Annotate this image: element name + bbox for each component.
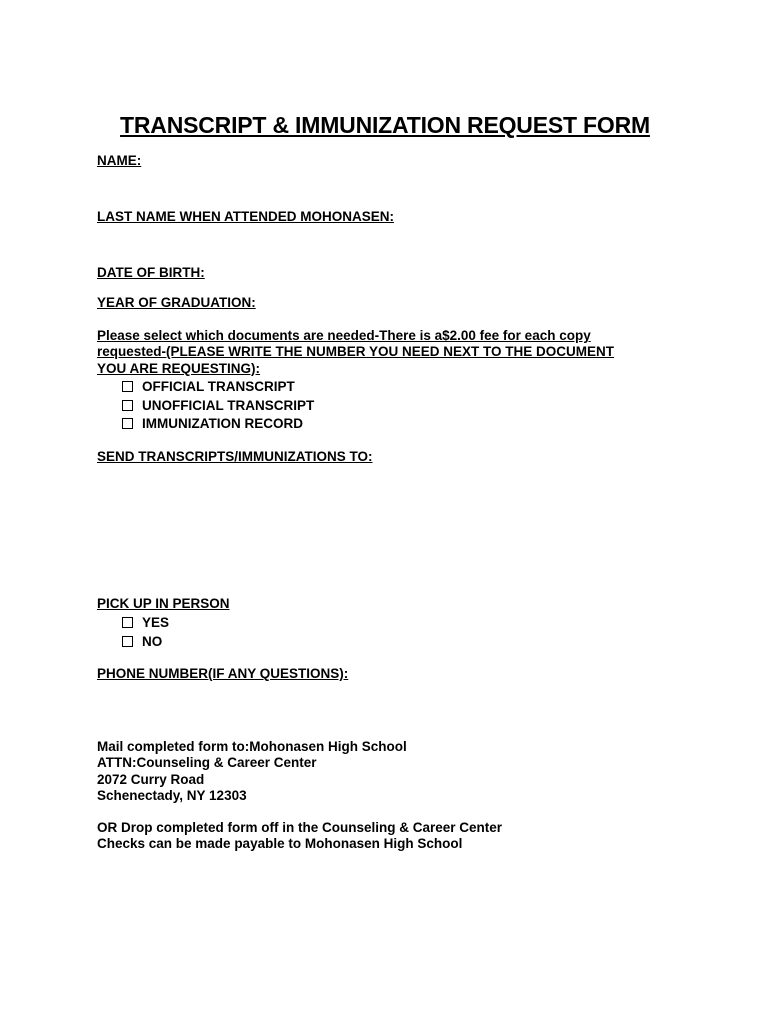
last-name-label: LAST NAME WHEN ATTENDED MOHONASEN:	[97, 209, 394, 224]
name-label: NAME:	[97, 153, 142, 168]
mail-instructions	[97, 739, 407, 804]
drop-off-line: Checks can be made payable to Mohonasen High School	[97, 836, 463, 852]
instructions-line: YOU ARE REQUESTING):	[97, 360, 261, 376]
pickup-yes-option[interactable]	[122, 613, 169, 631]
mail-line: Schenectady, NY 12303	[97, 787, 247, 803]
official-transcript-label: OFFICIAL TRANSCRIPT	[142, 378, 295, 394]
documents-instructions	[97, 328, 657, 377]
instructions-line: requested-(PLEASE WRITE THE NUMBER YOU NEED NEXT TO THE DOCUMENT	[97, 344, 615, 360]
pickup-yes-label: YES	[142, 614, 170, 630]
immunization-record-checkbox[interactable]	[122, 418, 133, 429]
date-of-birth-label: DATE OF BIRTH:	[97, 265, 205, 280]
mail-line: Mail completed form to:Mohonasen High School	[97, 739, 407, 754]
graduation-year-label: YEAR OF GRADUATION:	[97, 295, 256, 310]
immunization-record-label: IMMUNIZATION RECORD	[142, 415, 303, 431]
pickup-no-label: NO	[142, 633, 163, 649]
unofficial-transcript-option[interactable]	[122, 396, 314, 414]
official-transcript-option[interactable]	[122, 377, 295, 395]
phone-label: PHONE NUMBER(IF ANY QUESTIONS):	[97, 666, 349, 681]
pickup-yes-checkbox[interactable]	[122, 617, 133, 628]
mail-line: 2072 Curry Road	[97, 771, 205, 787]
pickup-no-checkbox[interactable]	[122, 636, 133, 647]
instructions-line: Please select which documents are needed-There is a$2.00 fee for each copy	[97, 328, 591, 343]
form-title: TRANSCRIPT & IMMUNIZATION REQUEST FORM	[120, 112, 650, 138]
pickup-label: PICK UP IN PERSON	[97, 596, 230, 611]
drop-off-line: OR Drop completed form off in the Counseling & Career Center	[97, 820, 503, 835]
pickup-no-option[interactable]	[122, 632, 162, 650]
unofficial-transcript-label: UNOFFICIAL TRANSCRIPT	[142, 397, 315, 413]
immunization-record-option[interactable]	[122, 414, 303, 432]
unofficial-transcript-checkbox[interactable]	[122, 400, 133, 411]
drop-off-instructions	[97, 820, 502, 853]
official-transcript-checkbox[interactable]	[122, 381, 133, 392]
mail-line: ATTN:Counseling & Career Center	[97, 755, 317, 771]
send-to-label: SEND TRANSCRIPTS/IMMUNIZATIONS TO:	[97, 449, 373, 464]
